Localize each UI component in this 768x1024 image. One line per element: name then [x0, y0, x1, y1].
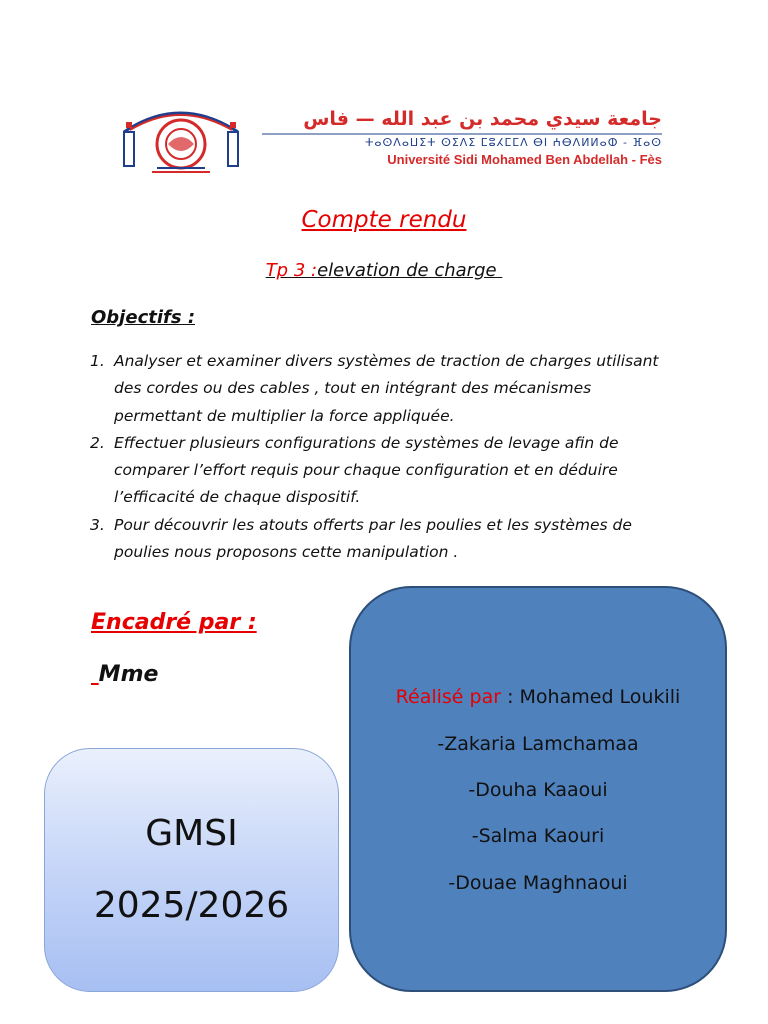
university-logo: [112, 92, 674, 180]
objective-text: Analyser et examiner divers systèmes de traction de charges utilisant des cordes ou des cables , tout en intégrant des mécanismes permettant de multiplier la force appliquée.: [114, 352, 659, 425]
objective-number: 2.: [90, 433, 105, 452]
objective-text: Effectuer plusieurs configurations de systèmes de levage afin de comparer l’effort requis pour chaque configuration et en déduire l’efficacité de chaque dispositif.: [114, 433, 619, 507]
author-name: -Douha Kaaoui: [468, 779, 608, 801]
objective-item: [90, 348, 670, 430]
author-name: -Douae Maghnaoui: [448, 872, 628, 894]
supervisor-name: [91, 662, 158, 687]
author-name: -Salma Kaouri: [471, 825, 605, 847]
supervisor-name-text: Mme: [98, 662, 159, 687]
program-box: [44, 748, 339, 992]
objective-number: 3.: [90, 515, 105, 534]
supervisor-heading: Encadré par :: [91, 610, 257, 635]
objective-text: Pour découvrir les atouts offerts par les poulies et les systèmes de poulies nous proposons cette manipulation .: [114, 515, 632, 562]
logo-arabic-text: جامعة سيدي محمد بن عبد الله — فاس: [303, 108, 662, 130]
document-title: Compte rendu: [301, 207, 467, 233]
tp-number: Tp 3 :: [265, 260, 318, 281]
objectives-list: [90, 348, 670, 566]
objective-number: 1.: [90, 352, 105, 370]
objectives-heading: Objectifs :: [91, 307, 196, 328]
objective-item: [90, 512, 670, 567]
authors-first-line: [351, 686, 725, 708]
objective-item: [90, 430, 670, 512]
authors-box: [349, 586, 727, 992]
authors-label: Réalisé par: [395, 686, 502, 708]
author-name: -Zakaria Lamchamaa: [437, 733, 639, 755]
academic-year: 2025/2026: [93, 885, 290, 926]
program-name: GMSI: [145, 813, 238, 854]
tp-heading: [0, 260, 768, 281]
author-name: : Mohamed Loukili: [501, 686, 681, 708]
tp-topic: elevation de charge: [317, 260, 503, 281]
logo-tifinagh-text: ⵜⴰⵙⴷⴰⵡⵉⵜ ⵙⵉⴷⵉ ⵎⵓⵃⵎⵎⴷ ⴱⵏ ⵄⴱⴷⵍⵍⴰⵀ - ⴼⴰⵙ: [364, 136, 662, 149]
logo-french-text: Université Sidi Mohamed Ben Abdellah - Fès: [387, 152, 662, 167]
